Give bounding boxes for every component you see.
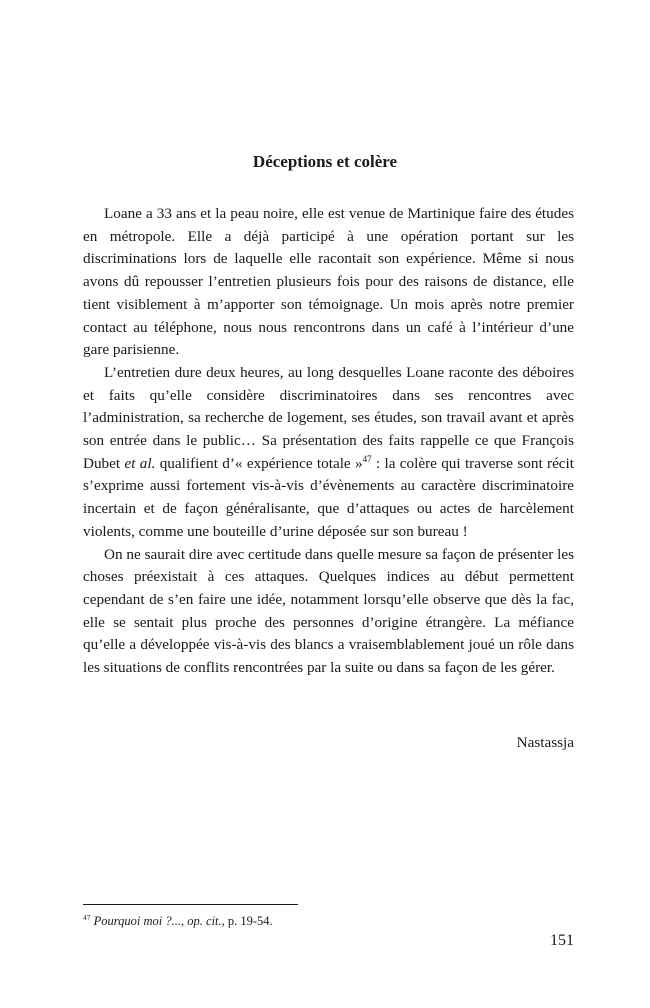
paragraph-2-italic: et al. xyxy=(124,454,156,472)
footnote-reference: 47 xyxy=(362,453,372,464)
footnote-op-cit: op. cit. xyxy=(187,914,222,928)
paragraph-2 xyxy=(83,362,574,544)
paragraph-2-text-middle: qualifient d’« expérience totale » xyxy=(155,454,363,472)
page-number: 151 xyxy=(550,932,574,949)
author-signature: Nastassja xyxy=(516,734,574,751)
footnote-number: 47 xyxy=(83,913,91,922)
paragraph-2-text-end: : la colère qui traverse sont récit s’exprime aussi fortement vis-à-vis d’évènements au caractère discriminatoire incertain et de façon généralisante, que d’attaques ou actes de harcèlement violents, comme une bouteille d’urine déposée sur son bureau ! xyxy=(83,454,574,540)
chapter-title: Déceptions et colère xyxy=(252,152,398,171)
footnote-title: Pourquoi moi ?... xyxy=(93,914,182,928)
paragraph-2-text-start: L’entretien dure deux heures, au long desquelles Loane raconte des déboires et faits qu’elle considère discriminatoires dans ses rencontres avec l’administration, sa recherche de logement, ses études, son travail avant et après son entrée dans le public… Sa présentation des faits rappelle ce que François Dubet xyxy=(83,363,574,472)
paragraph-1: Loane a 33 ans et la peau noire, elle est venue de Martinique faire des études en métropole. Elle a déjà participé à une opération portant sur les discriminations lors de laquelle elle racontait son expérience. Même si nous avons dû repousser l’entretien plusieurs fois pour des raisons de distance, elle tient visiblement à m’apporter son témoignage. Un mois après notre premier contact au téléphone, nous nous rencontrons dans un café à l’intérieur d’une gare parisienne. xyxy=(83,205,574,359)
footnote-separator: , xyxy=(181,914,188,928)
paragraph-3: On ne saurait dire avec certitude dans quelle mesure sa façon de présenter les choses préexistait à ces attaques. Quelques indices au début permettent cependant de s’en faire une idée, notamment lorsqu’elle observe que dès la fac, elle se sentait plus proche des personnes d’origine étrangère. La méfiance qu’elle a développée vis-à-vis des blancs a vraisemblablement joué un rôle dans les situations de conflits rencontrées par la suite ou dans sa façon de les gérer. xyxy=(83,545,574,677)
body-text xyxy=(83,203,574,680)
footnote-divider xyxy=(83,904,298,905)
footnote xyxy=(83,913,273,929)
footnote-pages: , p. 19-54. xyxy=(221,914,273,928)
